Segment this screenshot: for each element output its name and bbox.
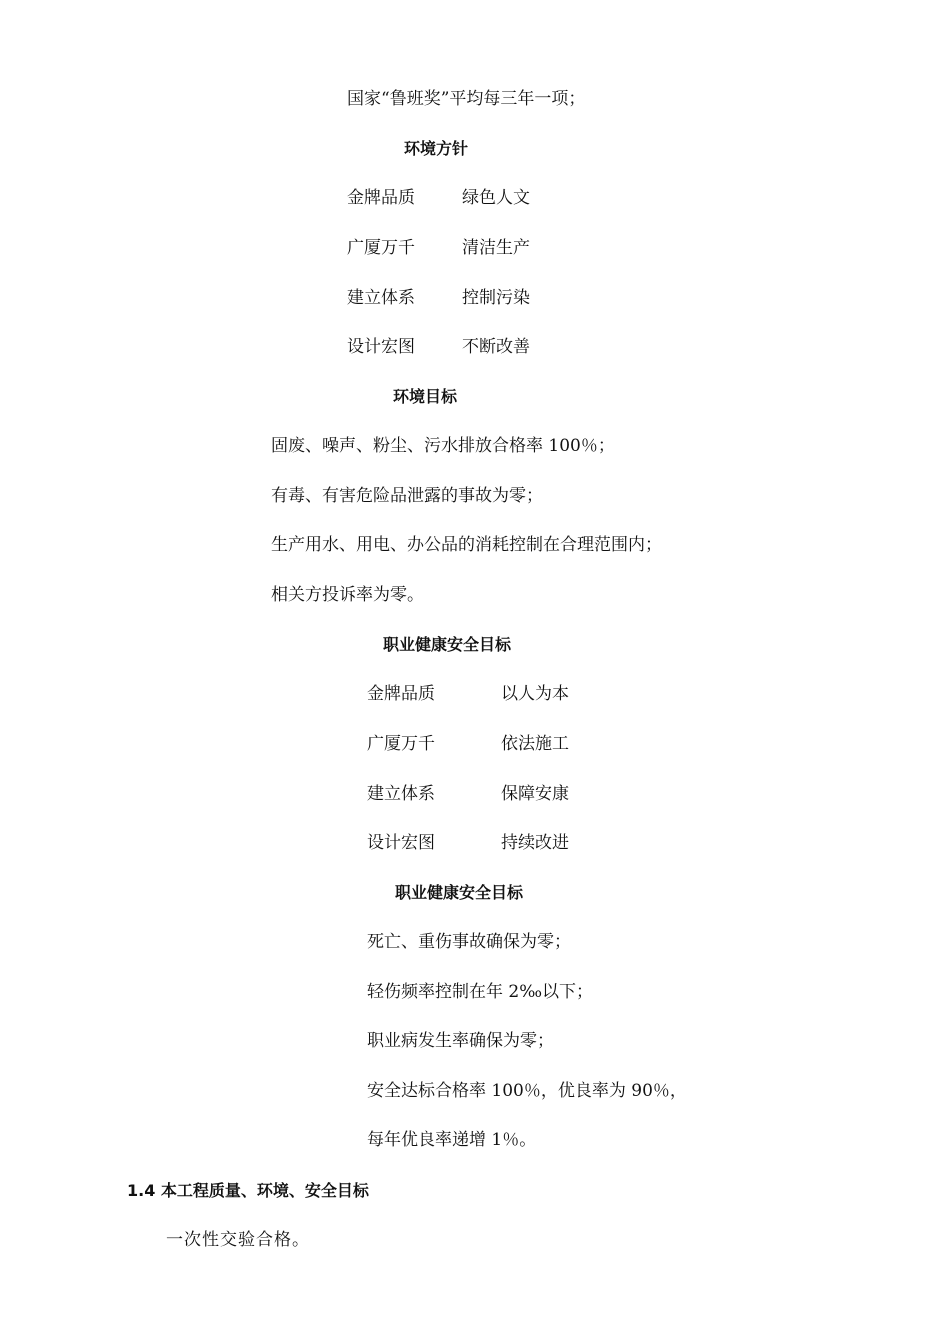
env-policy-left-3: 建立体系: [347, 288, 415, 308]
env-policy-left-4: 设计宏图: [347, 337, 415, 357]
intro-line: 国家“鲁班奖”平均每三年一项；: [347, 89, 586, 109]
section-1-4-heading: 1.4 本工程质量、环境、安全目标: [127, 1181, 369, 1200]
env-goal-item-4: 相关方投诉率为零。: [271, 585, 424, 605]
ohs-goal-item-3: 职业病发生率确保为零；: [367, 1031, 554, 1051]
env-policy-right-3: 控制污染: [462, 288, 530, 308]
ohs-policy-left-1: 金牌品质: [367, 684, 435, 704]
env-policy-heading: 环境方针: [404, 139, 469, 158]
ohs-policy-right-4: 持续改进: [501, 833, 569, 853]
section-1-4-body: 一次性交验合格。: [166, 1230, 310, 1250]
ohs-policy-heading: 职业健康安全目标: [383, 635, 512, 654]
ohs-goals-heading: 职业健康安全目标: [395, 883, 524, 902]
ohs-goal-item-1: 死亡、重伤事故确保为零；: [367, 932, 571, 952]
ohs-policy-right-2: 依法施工: [501, 734, 569, 754]
ohs-policy-right-1: 以人为本: [501, 684, 569, 704]
ohs-goal-item-2: 轻伤频率控制在年 2‰以下；: [367, 982, 594, 1002]
ohs-policy-right-3: 保障安康: [501, 784, 569, 804]
env-policy-right-1: 绿色人文: [462, 188, 530, 208]
env-goals-heading: 环境目标: [393, 387, 458, 406]
env-policy-right-2: 清洁生产: [462, 238, 530, 258]
env-policy-left-2: 广厦万千: [347, 238, 415, 258]
ohs-goal-item-5: 每年优良率递增 1％。: [367, 1130, 537, 1150]
env-policy-left-1: 金牌品质: [347, 188, 415, 208]
ohs-policy-left-3: 建立体系: [367, 784, 435, 804]
env-policy-right-4: 不断改善: [462, 337, 530, 357]
ohs-goal-item-4: 安全达标合格率 100％，优良率为 90％，: [367, 1081, 687, 1101]
env-goal-item-2: 有毒、有害危险品泄露的事故为零；: [271, 486, 543, 506]
ohs-policy-left-2: 广厦万千: [367, 734, 435, 754]
env-goal-item-1: 固废、噪声、粉尘、污水排放合格率 100％；: [271, 436, 615, 456]
ohs-policy-left-4: 设计宏图: [367, 833, 435, 853]
env-goal-item-3: 生产用水、用电、办公品的消耗控制在合理范围内；: [271, 535, 662, 555]
